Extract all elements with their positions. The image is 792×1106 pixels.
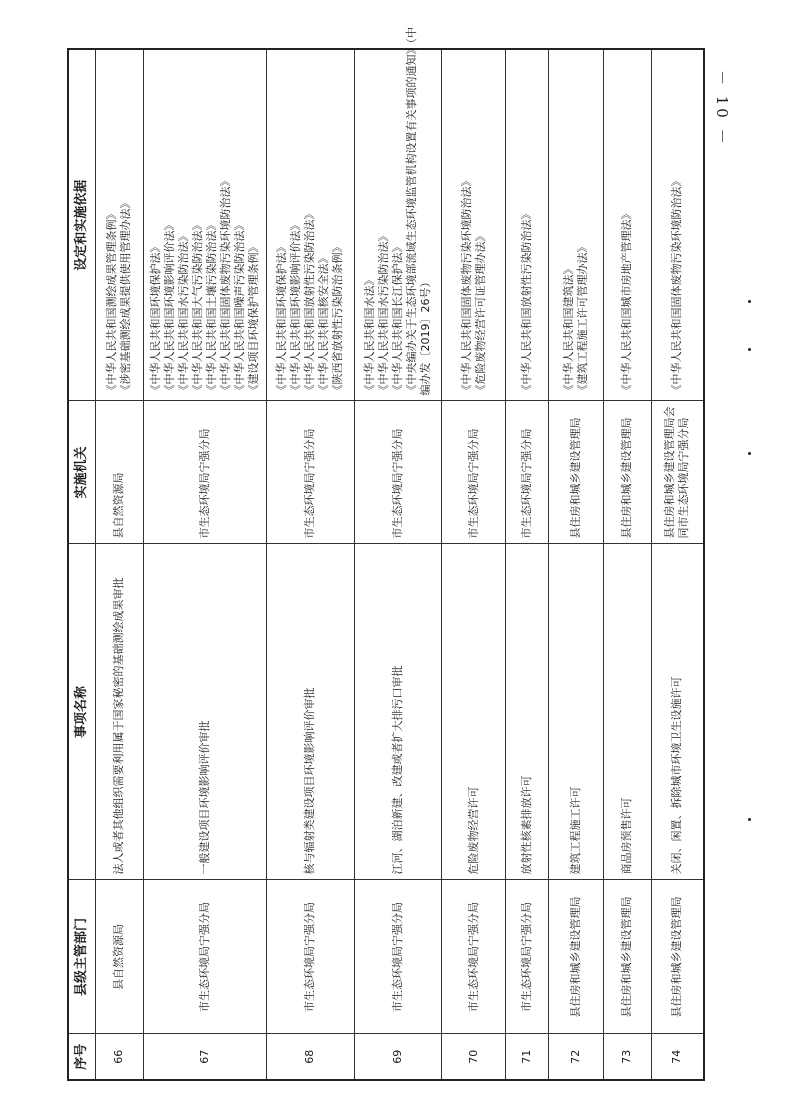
cell-seq: 67 — [143, 1034, 267, 1080]
cell-seq: 69 — [354, 1034, 442, 1080]
cell-agency: 县住房和城乡建设管理局 — [604, 401, 652, 544]
basis-line: 《中华人民共和国放射性污染防治法》 — [303, 208, 317, 396]
cell-seq: 74 — [651, 1034, 704, 1080]
cell-basis — [354, 27, 442, 401]
table-row — [505, 49, 548, 1080]
basis-line: 《中华人民共和国大气污染防治法》 — [190, 219, 204, 396]
header-seq: 序号 — [68, 1034, 96, 1080]
cell-agency: 市生态环境局宁强分局 — [505, 401, 548, 544]
cell-basis — [604, 49, 652, 401]
permits-table — [67, 27, 705, 1081]
table-row — [96, 49, 144, 1080]
rotated-table-container — [67, 27, 705, 1081]
cell-basis — [549, 49, 604, 401]
basis-line: 《中华人民共和国水污染防治法》 — [176, 230, 190, 396]
cell-agency: 市生态环境局宁强分局 — [442, 401, 505, 544]
page-number: － 10 － — [713, 70, 731, 147]
cell-name: 商品房预售许可 — [604, 544, 652, 880]
scan-speck — [748, 300, 751, 303]
cell-dept: 县住房和城乡建设管理局 — [549, 880, 604, 1034]
cell-agency: 县自然资源局 — [96, 401, 144, 544]
cell-dept: 市生态环境局宁强分局 — [442, 880, 505, 1034]
cell-basis — [267, 49, 355, 401]
cell-dept: 县自然资源局 — [96, 880, 144, 1034]
table-row — [267, 49, 355, 1080]
header-dept: 县级主管部门 — [68, 880, 96, 1034]
header-agency: 实施机关 — [68, 401, 96, 544]
header-basis: 设定和实施依据 — [68, 49, 96, 401]
scan-speck — [748, 452, 751, 455]
cell-seq: 66 — [96, 1034, 144, 1080]
scan-speck — [748, 818, 751, 821]
header-name: 事项名称 — [68, 544, 96, 880]
table-row — [651, 49, 704, 1080]
basis-line: 《中华人民共和国建筑法》 — [562, 263, 576, 396]
basis-line: 编办发〔2019〕26号） — [419, 276, 433, 396]
cell-agency: 市生态环境局宁强分局 — [143, 401, 267, 544]
cell-basis — [505, 49, 548, 401]
cell-basis — [143, 49, 267, 401]
cell-dept: 市生态环境局宁强分局 — [143, 880, 267, 1034]
table-body — [96, 27, 705, 1080]
cell-name: 放射性核素排放许可 — [505, 544, 548, 880]
cell-dept: 县住房和城乡建设管理局 — [651, 880, 704, 1034]
cell-seq: 68 — [267, 1034, 355, 1080]
scan-speck — [748, 348, 751, 351]
cell-name: 关闭、闲置、拆除城市环境卫生设施许可 — [651, 544, 704, 880]
table-row — [549, 49, 604, 1080]
table-row — [604, 49, 652, 1080]
cell-agency: 县住房和城乡建设管理局会同市生态环境局宁强分局 — [651, 401, 704, 544]
basis-line: 《中华人民共和国噪声污染防治法》 — [232, 219, 246, 396]
cell-agency: 市生态环境局宁强分局 — [354, 401, 442, 544]
basis-line: 《中华人民共和国放射性污染防治法》 — [520, 208, 533, 396]
cell-seq: 73 — [604, 1034, 652, 1080]
cell-basis — [651, 49, 704, 401]
basis-line: 《中华人民共和国固体废物污染环境防治法》 — [670, 175, 684, 396]
cell-dept: 市生态环境局宁强分局 — [354, 880, 442, 1034]
cell-seq: 70 — [442, 1034, 505, 1080]
cell-name: 建筑工程施工许可 — [549, 544, 604, 880]
basis-line: 《中华人民共和国土壤污染防治法》 — [204, 219, 218, 396]
table-row — [442, 49, 505, 1080]
basis-line: 《建设项目环境保护管理条例》 — [246, 241, 260, 396]
cell-seq: 71 — [505, 1034, 548, 1080]
table-row — [143, 49, 267, 1080]
basis-line: 《中华人民共和国环境影响评价法》 — [162, 219, 176, 396]
cell-dept: 市生态环境局宁强分局 — [267, 880, 355, 1034]
basis-line: 《危险废物经营许可证管理办法》 — [473, 230, 487, 396]
basis-line: 《中华人民共和国环境保护法》 — [275, 241, 289, 396]
cell-seq: 72 — [549, 1034, 604, 1080]
cell-name: 核与辐射类建设项目环境影响评价审批 — [267, 544, 355, 880]
cell-name: 一般建设项目环境影响评价审批 — [143, 544, 267, 880]
table-header-row — [68, 49, 96, 1080]
cell-name: 法人或者其他组织需要利用属于国家秘密的基础测绘成果审批 — [96, 544, 144, 880]
cell-basis — [442, 49, 505, 401]
cell-dept: 县住房和城乡建设管理局 — [604, 880, 652, 1034]
basis-line: 《中华人民共和国水污染防治法》 — [377, 230, 391, 396]
basis-line: 《中华人民共和国固体废物污染环境防治法》 — [459, 175, 473, 396]
basis-line: 《中华人民共和国环境保护法》 — [148, 241, 162, 396]
basis-line: 《中华人民共和国固体废物污染环境防治法》 — [218, 175, 232, 396]
basis-line: 《中华人民共和国城市房地产管理法》 — [620, 208, 634, 396]
basis-line: 《中华人民共和国测绘成果管理条例》 — [105, 208, 119, 396]
basis-line: 《中华人民共和国水法》 — [363, 274, 377, 396]
basis-line: 《中华人民共和国环境影响评价法》 — [289, 219, 303, 396]
basis-line: 《中华人民共和国长江保护法》 — [391, 241, 405, 396]
basis-line: 《中华人民共和国核安全法》 — [317, 252, 331, 396]
cell-name: 危险废物经营许可 — [442, 544, 505, 880]
cell-basis — [96, 49, 144, 401]
cell-agency: 市生态环境局宁强分局 — [267, 401, 355, 544]
cell-agency: 县住房和城乡建设管理局 — [549, 401, 604, 544]
basis-line: 《涉密基础测绘成果提供使用管理办法》 — [119, 197, 133, 396]
basis-line: 《建筑工程施工许可管理办法》 — [576, 241, 590, 396]
basis-line: 《陕西省放射性污染防治条例》 — [331, 241, 345, 396]
table-row — [354, 49, 442, 1080]
cell-name: 江河、湖泊新建、改建或者扩大排污口审批 — [354, 544, 442, 880]
cell-dept: 市生态环境局宁强分局 — [505, 880, 548, 1034]
basis-line: 《中央编办关于生态环境部流域生态环境监管机构设置有关事项的通知》（中 — [405, 27, 419, 396]
